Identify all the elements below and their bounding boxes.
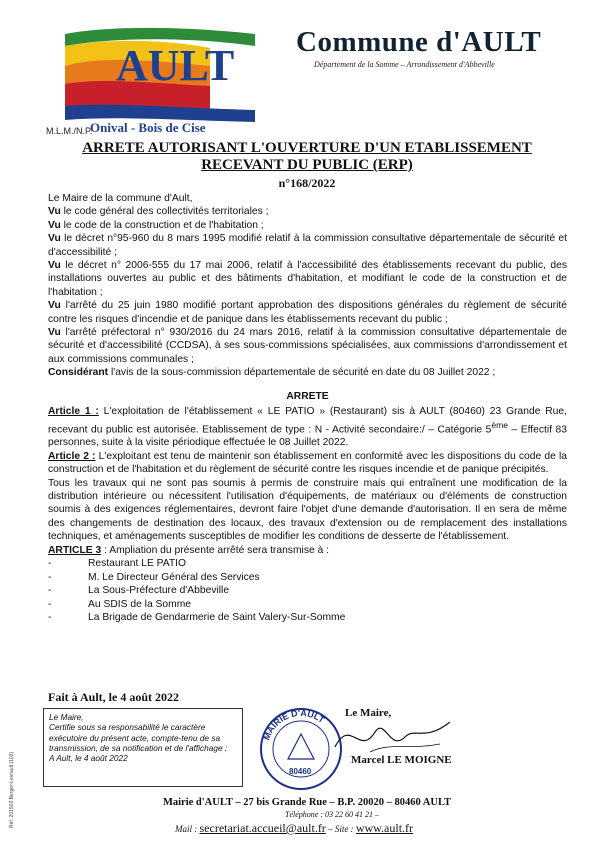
document-title-line1: ARRETE AUTORISANT L'OUVERTURE D'UN ETABLISSEMENT — [82, 140, 532, 156]
footer-address: Mairie d'AULT – 27 bis Grande Rue – B.P. 20020 – 80460 AULT — [162, 797, 452, 808]
considerant-line: Considérant l'avis de la sous-commission départementale de sécurité en date du 08 Juillet 2022 ; — [48, 367, 496, 379]
article-2: Article 2 : L'exploitant est tenu de maintenir son établissement en conformité avec les dispositions du code de la construction et de l'habitation et du règlement de sécurité contre les risques incendie et de panique précipités. — [48, 450, 567, 476]
list-item: - La Brigade de Gendarmerie de Saint Valery-Sur-Somme — [48, 611, 567, 625]
maire-name: Marcel LE MOIGNE — [351, 754, 452, 766]
certification-box — [43, 708, 243, 787]
website-link[interactable]: www.ault.fr — [355, 821, 414, 835]
cert-text: Certifie sous sa responsabilité le caractère exécutoire du présent acte, compte-tenu de sa transmission, de sa notification et de l'affichage : — [49, 722, 228, 753]
department-line: Département de la Somme – Arrondissement d'Abbeville — [314, 60, 495, 69]
svg-text:80460: 80460 — [289, 767, 312, 776]
document-body — [48, 192, 567, 625]
article-3: ARTICLE 3 : Ampliation du présente arrêté sera transmise à : — [48, 544, 330, 556]
list-item: - Au SDIS de la Somme — [48, 598, 567, 612]
ault-logo — [60, 26, 260, 136]
article-1: Article 1 : L'exploitation de l'établissement « LE PATIO » (Restaurant) sis à AULT (80460) 23 Grande Rue, recevant du public est autorisée. Etablissement de type : N - Activité secondaire:/ – Catégorie 5ème – Effectif 83 personnes, suite à la visite périodique effectuée le 08 Juillet 2022. — [48, 406, 567, 449]
vu-line: Vu le décret n°95-960 du 8 mars 1995 modifié relatif à la commission consultative départementale de sécurité et d'accessibilité ; — [48, 233, 567, 258]
reference-initials: M.L.M./N.P. — [46, 126, 93, 136]
vu-line: Vu le code général des collectivités territoriales ; — [48, 206, 269, 218]
logo-text: AULT — [116, 41, 235, 90]
side-reference: Réf. 201503 Berger-Levrault (102) — [9, 751, 15, 828]
vu-line: Vu le décret n° 2006-555 du 17 mai 2006, relatif à l'accessibilité des établissements recevant du public, des installations ouvertes au public et des bâtiments d'habitation, et modifiant le code de la construction et de l'habitation ; — [48, 260, 567, 298]
list-item: - Restaurant LE PATIO — [48, 557, 567, 571]
footer-telephone: Téléphone : 03 22 60 41 21 – — [285, 810, 379, 819]
vu-line: Vu le code de la construction et de l'habitation ; — [48, 219, 264, 231]
preamble-intro: Le Maire de la commune d'Ault, — [48, 193, 193, 204]
article-2-paragraph: Tous les travaux qui ne sont pas soumis à permis de construire mais qui entraînent une modification de la distribution intérieure ou nécessitent l'utilisation d'équipements, de matériaux ou d'éléments de construction soumis à des exigences réglementaires, devront faire l'objet d'une demande d'autorisation. Il en sera de même des changements de destination des locaux, des travaux d'extension ou de remplacement des installations techniques, et aménagements susceptibles de modifier les conditions de desserte de l'établissement. — [48, 477, 567, 543]
arrete-heading: ARRETE — [286, 390, 329, 402]
cert-date: A Ault, le 4 août 2022 — [49, 753, 128, 764]
site-label: – Site : — [328, 824, 354, 834]
logo-subtitle: Onival - Bois de Cise — [90, 120, 206, 135]
fait-a-ault: Fait à Ault, le 4 août 2022 — [48, 690, 179, 704]
footer-contact — [175, 821, 413, 836]
list-item: - La Sous-Préfecture d'Abbeville — [48, 584, 567, 598]
vu-line: Vu l'arrêté préfectoral n° 930/2016 du 24 mars 2016, relatif à la commission consultative départementale de sécurité et d'accessibilité (CCDSA), à ses sous-commissions spécialisées, aux commissions d'arrondissement et aux commissions communales ; — [48, 327, 567, 365]
svg-text:MAIRIE D'AULT: MAIRIE D'AULT — [261, 707, 327, 742]
list-item: - M. Le Directeur Général des Services — [48, 571, 567, 585]
maire-label: Le Maire, — [345, 707, 392, 719]
recipient-list — [48, 557, 567, 625]
commune-title: Commune d'AULT — [296, 26, 542, 58]
arrete-number: n°168/2022 — [278, 176, 336, 190]
cert-title: Le Maire, — [49, 712, 84, 722]
mail-label: Mail : — [175, 824, 198, 834]
email-link[interactable]: secretariat.accueil@ault.fr — [199, 821, 326, 835]
vu-line: Vu l'arrêté du 25 juin 1980 modifié portant approbation des dispositions générales du règlement de sécurité contre les risques d'incendie et de panique dans les établissements recevant du public ; — [48, 300, 567, 325]
document-title-line2: RECEVANT DU PUBLIC (ERP) — [201, 157, 413, 173]
